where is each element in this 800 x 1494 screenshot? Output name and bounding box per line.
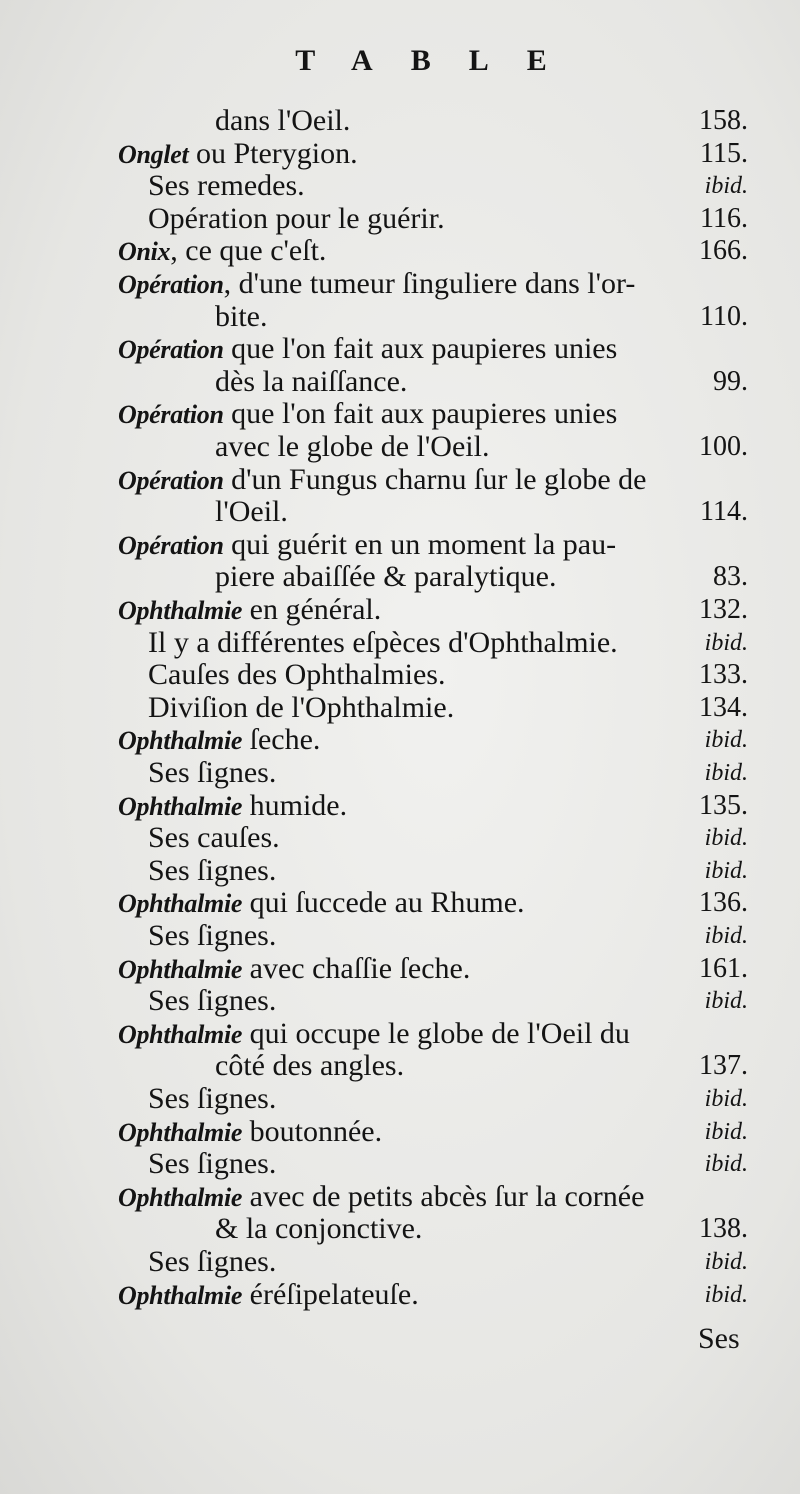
index-entry [215,430,489,464]
entry-page-number: 158. [699,105,748,136]
entry-headword: Onix [118,237,171,267]
entry-text: Ses ſignes. [148,1245,277,1278]
entry-headword: Ophthalmie [118,1117,243,1147]
entry-text: dès la naiſſance. [215,364,408,398]
entry-text: qui guérit en un moment la pau- [223,527,617,561]
page-header: TABLE [295,44,585,77]
index-entry [118,593,381,627]
index-entry [215,560,557,594]
entry-page-number: ibid. [704,629,748,656]
index-entry [118,952,470,986]
index-entry [148,1245,276,1279]
index-entry [148,919,276,953]
entry-page-number: ibid. [704,1151,748,1178]
entry-page-number: 99. [713,365,748,397]
entry-text: avec chaſſie ſeche. [242,951,471,985]
entry-headword: Ophthalmie [118,954,243,984]
index-entry [215,1212,422,1246]
entry-page-number: 135. [699,789,748,821]
entry-text: côté des angles. [215,1049,405,1083]
entry-page-number: 133. [699,659,748,691]
index-entry [118,528,616,562]
entry-text: que l'on fait aux paupieres unies [223,332,618,366]
index-entry [118,267,635,301]
entry-page-number: 116. [700,202,748,234]
index-entry [118,137,358,171]
entry-text: Ses ſignes. [148,1082,277,1115]
entry-page-number: ibid. [704,727,748,754]
entry-page-number: 110. [700,300,748,332]
entry-page-number: 137. [699,1050,748,1082]
entry-text: , d'une tumeur ſinguliere dans l'or- [223,267,636,300]
index-entry [118,234,326,268]
index-entry [148,1147,276,1181]
entry-headword: Ophthalmie [118,726,243,756]
entry-page-number: ibid. [704,1118,748,1145]
index-entry [118,789,347,823]
entry-page-number: 114. [700,496,748,528]
entry-text: Ses remedes. [148,169,305,203]
index-entry [148,984,276,1018]
entry-headword: Ophthalmie [118,1019,243,1049]
index-entry [148,202,445,236]
index-entry [148,169,305,203]
entry-text: bite. [215,299,268,333]
entry-page-number: ibid. [704,1086,748,1112]
entry-text: Il y a différentes eſpèces d'Ophthalmie. [148,625,618,659]
index-entry [148,1082,276,1116]
index-entry [118,723,320,757]
index-entry [118,1017,630,1051]
entry-page-number: ibid. [704,857,748,884]
entry-page-number: 83. [713,561,748,593]
entry-text: que l'on fait aux paupieres unies [223,397,618,431]
index-entry [215,1049,404,1083]
entry-text: d'un Fungus charnu ſur le globe de [223,462,647,496]
entry-text: l'Oeil. [215,495,288,529]
entry-text: & la conjonctive. [215,1212,423,1246]
entry-text: Ses cauſes. [148,821,280,855]
index-entry [215,104,350,138]
entry-text: en général. [242,593,382,626]
entry-text: qui occupe le globe de l'Oeil du [242,1016,630,1050]
index-entry [118,397,617,431]
entry-headword: Opération [118,530,224,560]
index-entry [148,691,454,725]
entry-text: avec de petits abcès ſur la cornée [242,1179,645,1213]
entry-text: avec le globe de l'Oeil. [215,430,490,463]
index-entry [148,658,445,692]
index-entry [215,300,268,334]
entry-page-number: 115. [700,137,748,169]
entry-headword: Opération [118,400,224,430]
entry-text: ſeche. [242,723,321,757]
entry-text: dans l'Oeil. [215,104,351,137]
entry-page-number: ibid. [704,173,748,200]
entry-page-number: 161. [699,952,748,984]
entry-page-number: ibid. [704,1281,748,1308]
entry-headword: Onglet [118,139,189,169]
entry-text: Ses ſignes. [148,853,277,887]
entry-page-number: ibid. [704,825,748,852]
entry-headword: Opération [118,335,224,365]
entry-text: éréſipelateuſe. [242,1277,419,1311]
index-entry [118,1278,419,1312]
entry-page-number: ibid. [704,760,748,786]
entry-text: humide. [242,788,348,822]
entry-text: ou Pterygion. [188,136,358,170]
entry-headword: Opération [118,465,224,495]
entry-page-number: ibid. [704,988,748,1015]
entry-page-number: 138. [699,1213,748,1245]
entry-page-number: 136. [699,887,748,919]
index-entry [118,1180,644,1214]
entry-text: Opération pour le guérir. [148,201,445,235]
entry-headword: Ophthalmie [118,1182,243,1212]
entry-text: Ses ſignes. [148,1147,277,1181]
entry-page-number: 132. [699,594,748,625]
index-entry [118,1115,382,1149]
entry-headword: Ophthalmie [118,596,243,625]
index-entry [148,756,276,790]
entry-text: Ses ſignes. [148,756,277,789]
entry-headword: Opération [118,270,224,299]
entry-text: Diviſion de l'Ophthalmie. [148,690,455,724]
entry-page-number: 100. [699,431,748,462]
index-entry [215,365,407,399]
entry-text: piere abaiſſée & paralytique. [215,560,557,594]
entry-page-number: ibid. [704,1249,748,1275]
entry-text: Ses ſignes. [148,919,277,952]
index-entry [118,332,617,366]
entry-page-number: 166. [699,235,748,267]
index-entry [118,463,646,497]
entry-headword: Ophthalmie [118,1280,243,1310]
index-entry [215,495,288,529]
entry-page-number: 134. [699,691,748,723]
index-entry [148,626,618,660]
catchword: Ses [698,1322,740,1355]
entry-text: boutonnée. [242,1114,383,1148]
entry-headword: Ophthalmie [118,889,243,919]
entry-page-number: ibid. [704,923,748,949]
entry-headword: Ophthalmie [118,791,243,821]
entry-text: Ses ſignes. [148,984,277,1018]
index-entry [148,821,280,855]
entry-text: qui ſuccede au Rhume. [242,886,525,920]
entry-text: , ce que c'eſt. [170,234,327,268]
index-entry [118,886,525,920]
index-entry [148,854,276,888]
entry-text: Cauſes des Ophthalmies. [148,658,446,692]
